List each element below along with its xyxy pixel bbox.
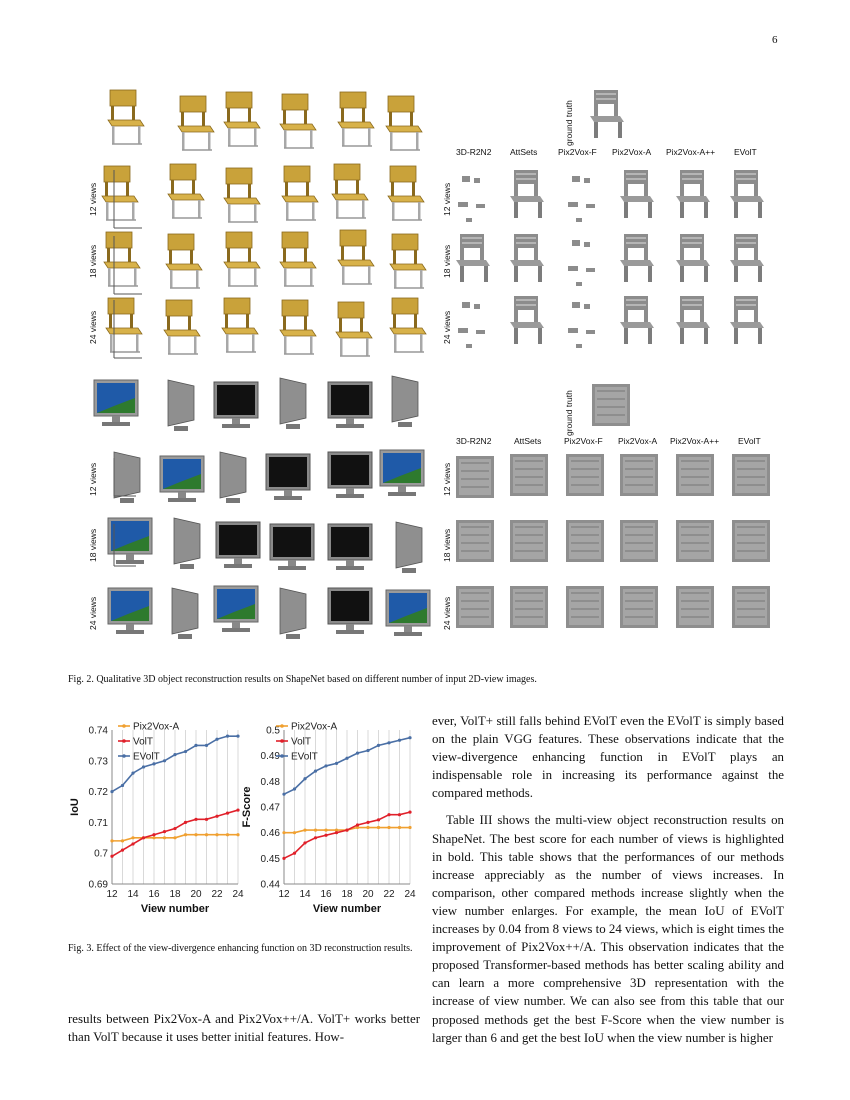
chair-input-images bbox=[102, 90, 426, 356]
data-point-volt bbox=[184, 821, 187, 824]
data-point-volt bbox=[282, 857, 285, 860]
x-tick-label: 14 bbox=[299, 889, 311, 900]
data-point-evolt bbox=[194, 744, 197, 747]
legend-label-evolt: EVolT bbox=[291, 751, 318, 763]
left-paragraph: results between Pix2Vox-A and Pix2Vox++/A. VolT+ works better than VolT because it uses better initial features. How- bbox=[68, 1012, 420, 1045]
data-point-evolt bbox=[163, 759, 166, 762]
monitor-reconstructions bbox=[456, 454, 770, 628]
legend-marker-evolt bbox=[280, 754, 284, 758]
monitor-left-row-18: 18 views bbox=[88, 528, 98, 562]
data-point-volt bbox=[110, 855, 113, 858]
legend-label-volt: VolT bbox=[133, 736, 154, 748]
chair-left-row-12: 12 views bbox=[88, 182, 98, 216]
y-tick-label: 0.46 bbox=[260, 828, 280, 840]
y-tick-label: 0.7 bbox=[94, 848, 108, 860]
data-point-volt bbox=[226, 812, 229, 815]
data-point-volt bbox=[131, 842, 134, 845]
data-point-pix2vox-a bbox=[152, 836, 155, 839]
monitor-col-attsets: AttSets bbox=[514, 436, 542, 446]
data-point-pix2vox-a bbox=[366, 826, 369, 829]
data-point-pix2vox-a bbox=[226, 833, 229, 836]
figure-3-caption: Fig. 3. Effect of the view-divergence enhancing function on 3D reconstruction results. bbox=[68, 943, 413, 954]
chair-col-evolt: EVolT bbox=[734, 147, 757, 157]
monitor-ground-truth-label: ground truth bbox=[564, 390, 574, 436]
legend-label-evolt: EVolT bbox=[133, 751, 160, 763]
y-tick-label: 0.73 bbox=[88, 756, 108, 768]
x-tick-label: 12 bbox=[106, 889, 118, 900]
monitor-left-row-24: 24 views bbox=[88, 596, 98, 630]
data-point-pix2vox-a bbox=[121, 839, 124, 842]
data-point-volt bbox=[408, 811, 411, 814]
x-tick-label: 14 bbox=[127, 889, 139, 900]
y-tick-label: 0.45 bbox=[260, 853, 280, 865]
data-point-volt bbox=[163, 830, 166, 833]
data-point-evolt bbox=[345, 757, 348, 760]
data-point-pix2vox-a bbox=[205, 833, 208, 836]
data-point-volt bbox=[324, 834, 327, 837]
data-point-pix2vox-a bbox=[184, 833, 187, 836]
right-paragraph-1: ever, VolT+ still falls behind EVolT even the EVolT is simply based on the plain VGG features. These observations indicate that the view-divergence enhancing function in EVolT plays an indispensable role in increasing its performance against the compared methods. bbox=[432, 714, 784, 801]
data-point-pix2vox-a bbox=[293, 831, 296, 834]
data-point-pix2vox-a bbox=[282, 831, 285, 834]
data-point-volt bbox=[194, 818, 197, 821]
y-tick-label: 0.74 bbox=[88, 725, 108, 737]
monitor-left-row-12: 12 views bbox=[88, 462, 98, 496]
data-point-pix2vox-a bbox=[163, 836, 166, 839]
chair-col-3d-r2n2: 3D-R2N2 bbox=[456, 147, 492, 157]
data-point-evolt bbox=[142, 765, 145, 768]
legend-marker-pix2vox-a bbox=[280, 724, 284, 728]
data-point-volt bbox=[152, 833, 155, 836]
data-point-evolt bbox=[366, 749, 369, 752]
y-tick-label: 0.47 bbox=[260, 802, 280, 814]
data-point-evolt bbox=[173, 753, 176, 756]
iou-chart bbox=[68, 712, 248, 922]
data-point-pix2vox-a bbox=[110, 839, 113, 842]
data-point-pix2vox-a bbox=[215, 833, 218, 836]
monitor-col-evolt: EVolT bbox=[738, 436, 761, 446]
monitor-right-row-24: 24 views bbox=[442, 596, 452, 630]
legend-label-pix2vox-a: Pix2Vox-A bbox=[133, 721, 180, 733]
legend-marker-volt bbox=[280, 739, 284, 743]
data-point-evolt bbox=[303, 777, 306, 780]
legend-label-volt: VolT bbox=[291, 736, 312, 748]
data-point-volt bbox=[398, 813, 401, 816]
chair-right-row-12: 12 views bbox=[442, 182, 452, 216]
data-point-pix2vox-a bbox=[398, 826, 401, 829]
data-point-evolt bbox=[324, 764, 327, 767]
data-point-evolt bbox=[152, 762, 155, 765]
x-tick-label: 16 bbox=[148, 889, 160, 900]
monitor-col-pix2vox-a-plus: Pix2Vox-A++ bbox=[670, 436, 720, 446]
x-tick-label: 22 bbox=[383, 889, 395, 900]
chair-col-pix2vox-a: Pix2Vox-A bbox=[612, 147, 652, 157]
data-point-volt bbox=[377, 818, 380, 821]
chair-left-row-24: 24 views bbox=[88, 310, 98, 344]
chair-col-pix2vox-f: Pix2Vox-F bbox=[558, 147, 597, 157]
monitor-col-pix2vox-a: Pix2Vox-A bbox=[618, 436, 658, 446]
y-tick-label: 0.44 bbox=[260, 879, 280, 891]
chair-col-pix2vox-a-plus: Pix2Vox-A++ bbox=[666, 147, 716, 157]
data-point-pix2vox-a bbox=[314, 829, 317, 832]
monitor-right-row-18: 18 views bbox=[442, 528, 452, 562]
data-point-pix2vox-a bbox=[377, 826, 380, 829]
data-point-volt bbox=[356, 823, 359, 826]
monitor-right-row-12: 12 views bbox=[442, 462, 452, 496]
right-paragraph-2: Table III shows the multi-view object reconstruction results on ShapeNet. The best score for each number of views is highlighted in bold. This table shows that the performances of our methods increase appreciably as the number of views increases. In comparison, other compared methods increase slightly when the view number enlarges. For example, the mean IoU of EVolT increases by 0.04 from 8 views to 24 views, which is eight times the improvement of Pix2Vox++/A. This observation indicates that the proposed Transformer-based methods has better scaling ability and can learn a more comprehensive 3D representation with the increase of view number. We can also see from this table that our proposed methods get the best F-Score when the view number is larger than 6 and get the best IoU when the view number is higher bbox=[432, 813, 784, 1045]
data-point-volt bbox=[142, 836, 145, 839]
data-point-pix2vox-a bbox=[194, 833, 197, 836]
data-point-volt bbox=[314, 836, 317, 839]
chair-col-attsets: AttSets bbox=[510, 147, 538, 157]
data-point-volt bbox=[345, 829, 348, 832]
figure-2 bbox=[80, 78, 780, 668]
data-point-evolt bbox=[282, 793, 285, 796]
data-point-pix2vox-a bbox=[324, 829, 327, 832]
monitor-col-3d-r2n2: 3D-R2N2 bbox=[456, 436, 492, 446]
data-point-pix2vox-a bbox=[173, 836, 176, 839]
data-point-evolt bbox=[184, 750, 187, 753]
data-point-volt bbox=[335, 831, 338, 834]
x-tick-label: 20 bbox=[362, 889, 374, 900]
right-column-text bbox=[432, 712, 784, 1047]
data-point-pix2vox-a bbox=[303, 829, 306, 832]
x-tick-label: 24 bbox=[404, 889, 416, 900]
data-point-evolt bbox=[408, 736, 411, 739]
legend-label-pix2vox-a: Pix2Vox-A bbox=[291, 721, 338, 733]
data-point-pix2vox-a bbox=[408, 826, 411, 829]
chair-reconstructions bbox=[456, 170, 764, 348]
x-tick-label: 18 bbox=[169, 889, 181, 900]
data-point-evolt bbox=[215, 738, 218, 741]
y-tick-label: 0.5 bbox=[266, 725, 280, 737]
data-point-evolt bbox=[335, 762, 338, 765]
legend-marker-pix2vox-a bbox=[122, 724, 126, 728]
y-tick-label: 0.48 bbox=[260, 776, 280, 788]
data-point-evolt bbox=[205, 744, 208, 747]
data-point-volt bbox=[173, 827, 176, 830]
data-point-evolt bbox=[110, 790, 113, 793]
data-point-evolt bbox=[398, 739, 401, 742]
data-point-volt bbox=[366, 821, 369, 824]
data-point-pix2vox-a bbox=[131, 836, 134, 839]
monitor-input-images bbox=[94, 376, 430, 639]
y-tick-label: 0.72 bbox=[88, 787, 108, 799]
data-point-evolt bbox=[377, 744, 380, 747]
x-tick-label: 22 bbox=[211, 889, 223, 900]
data-point-evolt bbox=[293, 787, 296, 790]
data-point-evolt bbox=[314, 769, 317, 772]
y-tick-label: 0.71 bbox=[88, 817, 108, 829]
data-point-evolt bbox=[131, 772, 134, 775]
left-column-text bbox=[68, 1010, 420, 1046]
chair-ground-truth-label: ground truth bbox=[564, 100, 574, 146]
chair-right-row-18: 18 views bbox=[442, 244, 452, 278]
figure-2-caption: Fig. 2. Qualitative 3D object reconstruction results on ShapeNet based on different number of input 2D-view images. bbox=[68, 674, 537, 685]
fscore-chart bbox=[240, 712, 420, 922]
y-tick-label: 0.69 bbox=[88, 879, 108, 891]
y-tick-label: 0.49 bbox=[260, 751, 280, 763]
data-point-evolt bbox=[226, 735, 229, 738]
data-point-volt bbox=[215, 815, 218, 818]
y-axis-label: IoU bbox=[69, 798, 81, 816]
data-point-volt bbox=[293, 852, 296, 855]
data-point-volt bbox=[303, 841, 306, 844]
x-axis-label: View number bbox=[312, 903, 382, 915]
data-point-volt bbox=[205, 818, 208, 821]
x-tick-label: 24 bbox=[232, 889, 244, 900]
x-tick-label: 20 bbox=[190, 889, 202, 900]
chair-right-row-24: 24 views bbox=[442, 310, 452, 344]
y-axis-label: F-Score bbox=[241, 786, 253, 828]
chair-left-row-18: 18 views bbox=[88, 244, 98, 278]
figure-2-graphic bbox=[80, 78, 780, 668]
data-point-pix2vox-a bbox=[387, 826, 390, 829]
data-point-volt bbox=[121, 849, 124, 852]
monitor-col-pix2vox-f: Pix2Vox-F bbox=[564, 436, 603, 446]
x-tick-label: 12 bbox=[278, 889, 290, 900]
legend-marker-evolt bbox=[122, 754, 126, 758]
legend-marker-volt bbox=[122, 739, 126, 743]
x-axis-label: View number bbox=[140, 903, 210, 915]
page-number: 6 bbox=[772, 34, 778, 46]
data-point-evolt bbox=[121, 784, 124, 787]
data-point-evolt bbox=[387, 741, 390, 744]
x-tick-label: 18 bbox=[341, 889, 353, 900]
x-tick-label: 16 bbox=[320, 889, 332, 900]
data-point-volt bbox=[387, 813, 390, 816]
data-point-evolt bbox=[356, 752, 359, 755]
